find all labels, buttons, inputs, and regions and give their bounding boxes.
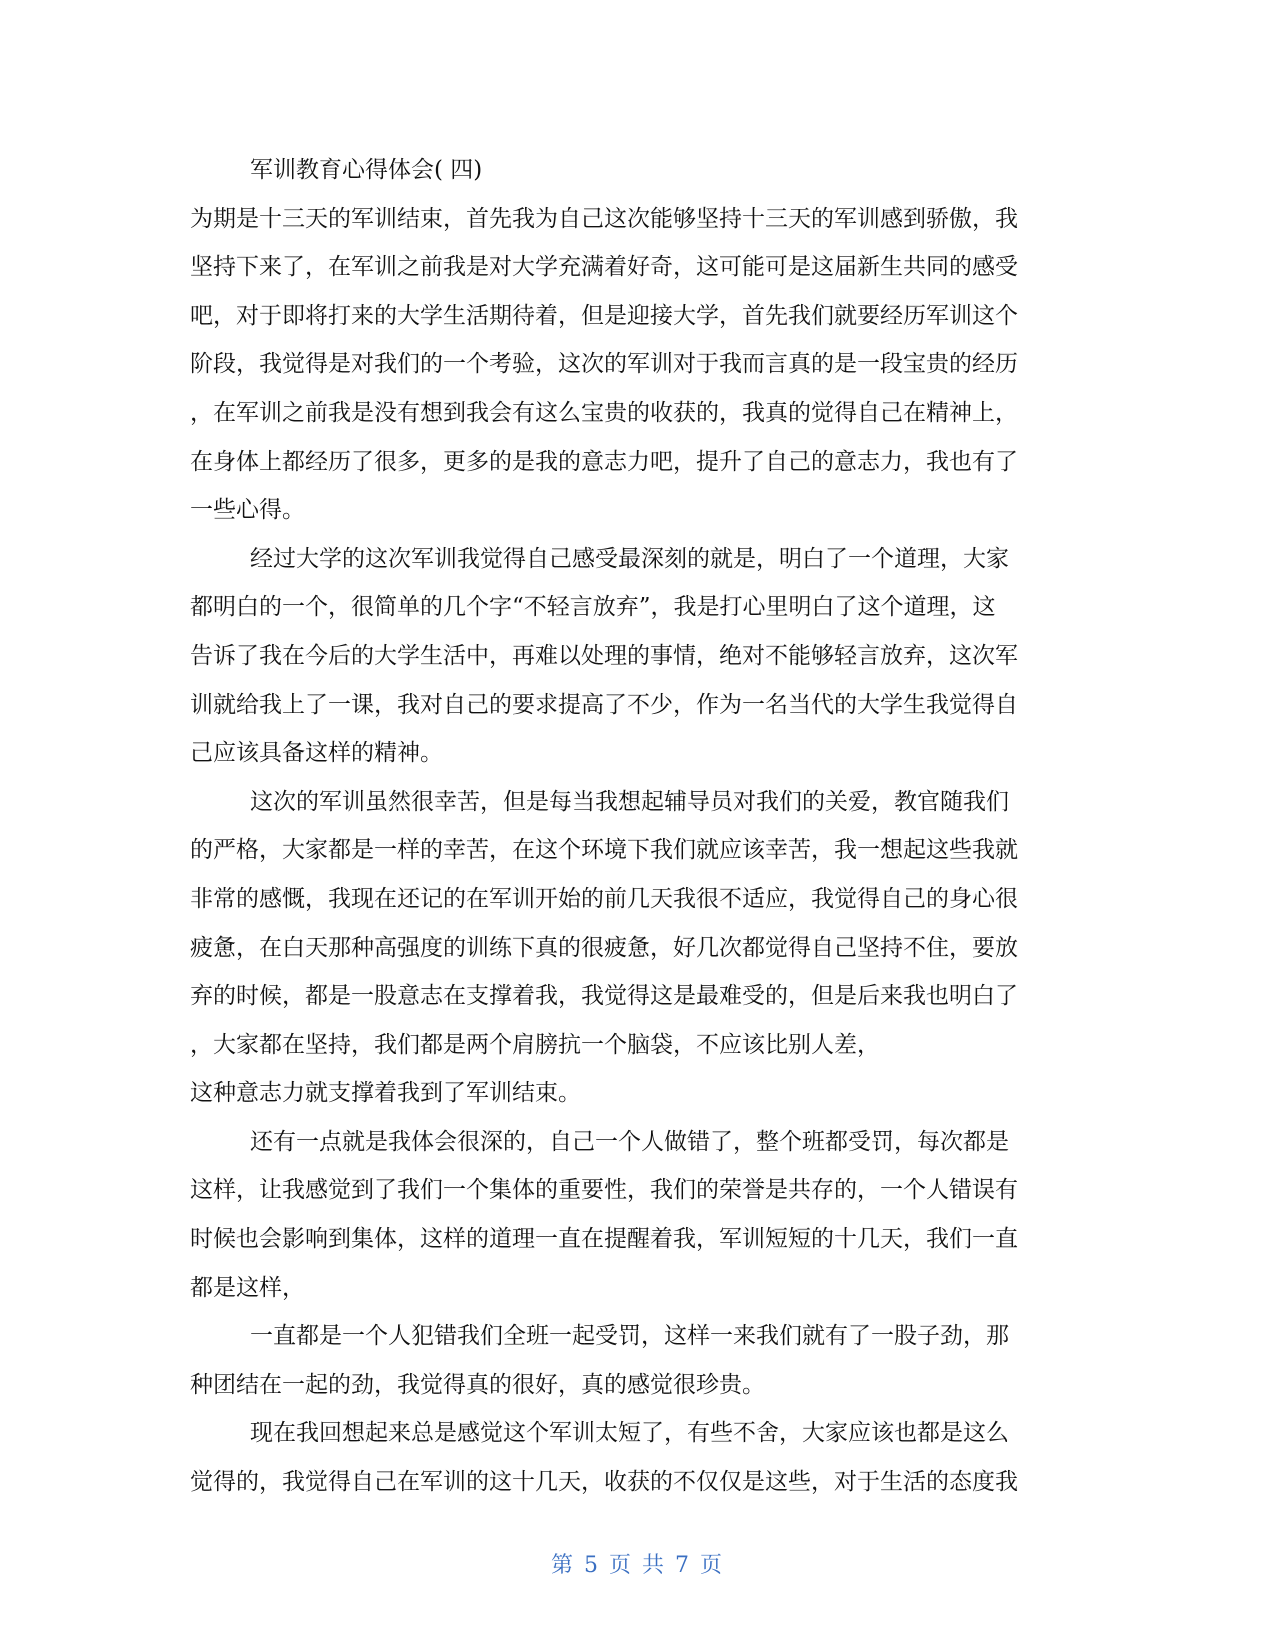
text-line: 都明白的一个，很简单的几个字“不轻言放弃”，我是打心里明白了这个道理，这 [190,594,996,621]
text-line: 训就给我上了一课，我对自己的要求提高了不少，作为一名当代的大学生我觉得自 [190,691,1018,718]
text-line: 时候也会影响到集体，这样的道理一直在提醒着我，军训短短的十几天，我们一直 [190,1226,1018,1253]
text-line: 觉得的，我觉得自己在军训的这十几天，收获的不仅仅是这些，对于生活的态度我 [190,1469,1018,1496]
text-line: 还有一点就是我体会很深的，自己一个人做错了，整个班都受罚，每次都是 [250,1128,1009,1155]
text-line: 己应该具备这样的精神。 [190,740,443,767]
text-line: 为期是十三天的军训结束，首先我为自己这次能够坚持十三天的军训感到骄傲，我 [190,205,1018,232]
text-line: 都是这样， [190,1274,305,1301]
text-line: 一直都是一个人犯错我们全班一起受罚，这样一来我们就有了一股子劲，那 [250,1323,1009,1350]
text-line: ，大家都在坚持，我们都是两个肩膀抗一个脑袋，不应该比别人差， [190,1031,880,1058]
text-line: 在身体上都经历了很多，更多的是我的意志力吧，提升了自己的意志力，我也有了 [190,448,1018,475]
text-line: ，在军训之前我是没有想到我会有这么宝贵的收获的，我真的觉得自己在精神上， [190,399,1018,426]
text-line: 吧，对于即将打来的大学生活期待着，但是迎接大学，首先我们就要经历军训这个 [190,302,1018,329]
text-line: 阶段，我觉得是对我们的一个考验，这次的军训对于我而言真的是一段宝贵的经历 [190,351,1018,378]
text-line: 疲惫，在白天那种高强度的训练下真的很疲惫，好几次都觉得自己坚持不住，要放 [190,934,1018,961]
text-line: 这样，让我感觉到了我们一个集体的重要性，我们的荣誉是共存的，一个人错误有 [190,1177,1018,1204]
page-number-footer: 第 5 页 共 7 页 [551,1553,724,1578]
text-line: 的严格，大家都是一样的幸苦，在这个环境下我们就应该幸苦，我一想起这些我就 [190,837,1018,864]
text-line: 这种意志力就支撑着我到了军训结束。 [190,1080,581,1107]
text-line: 弃的时候，都是一股意志在支撑着我，我觉得这是最难受的，但是后来我也明白了 [190,983,1018,1010]
text-line: 告诉了我在今后的大学生活中，再难以处理的事情，绝对不能够轻言放弃，这次军 [190,642,1018,669]
document-body [190,146,1090,1507]
text-line: 坚持下来了，在军训之前我是对大学充满着好奇，这可能可是这届新生共同的感受 [190,254,1018,281]
text-line: 现在我回想起来总是感觉这个军训太短了，有些不舍，大家应该也都是这么 [250,1420,1009,1447]
section-heading: 军训教育心得体会( 四) [250,157,483,183]
text-line: 这次的军训虽然很幸苦，但是每当我想起辅导员对我们的关爱，教官随我们 [250,788,1009,815]
text-line: 种团结在一起的劲，我觉得真的很好，真的感觉很珍贵。 [190,1371,765,1398]
text-line: 经过大学的这次军训我觉得自己感受最深刻的就是，明白了一个道理，大家 [250,545,1009,572]
text-line: 非常的感慨，我现在还记的在军训开始的前几天我很不适应，我觉得自己的身心很 [190,885,1018,912]
text-line: 一些心得。 [190,497,305,524]
